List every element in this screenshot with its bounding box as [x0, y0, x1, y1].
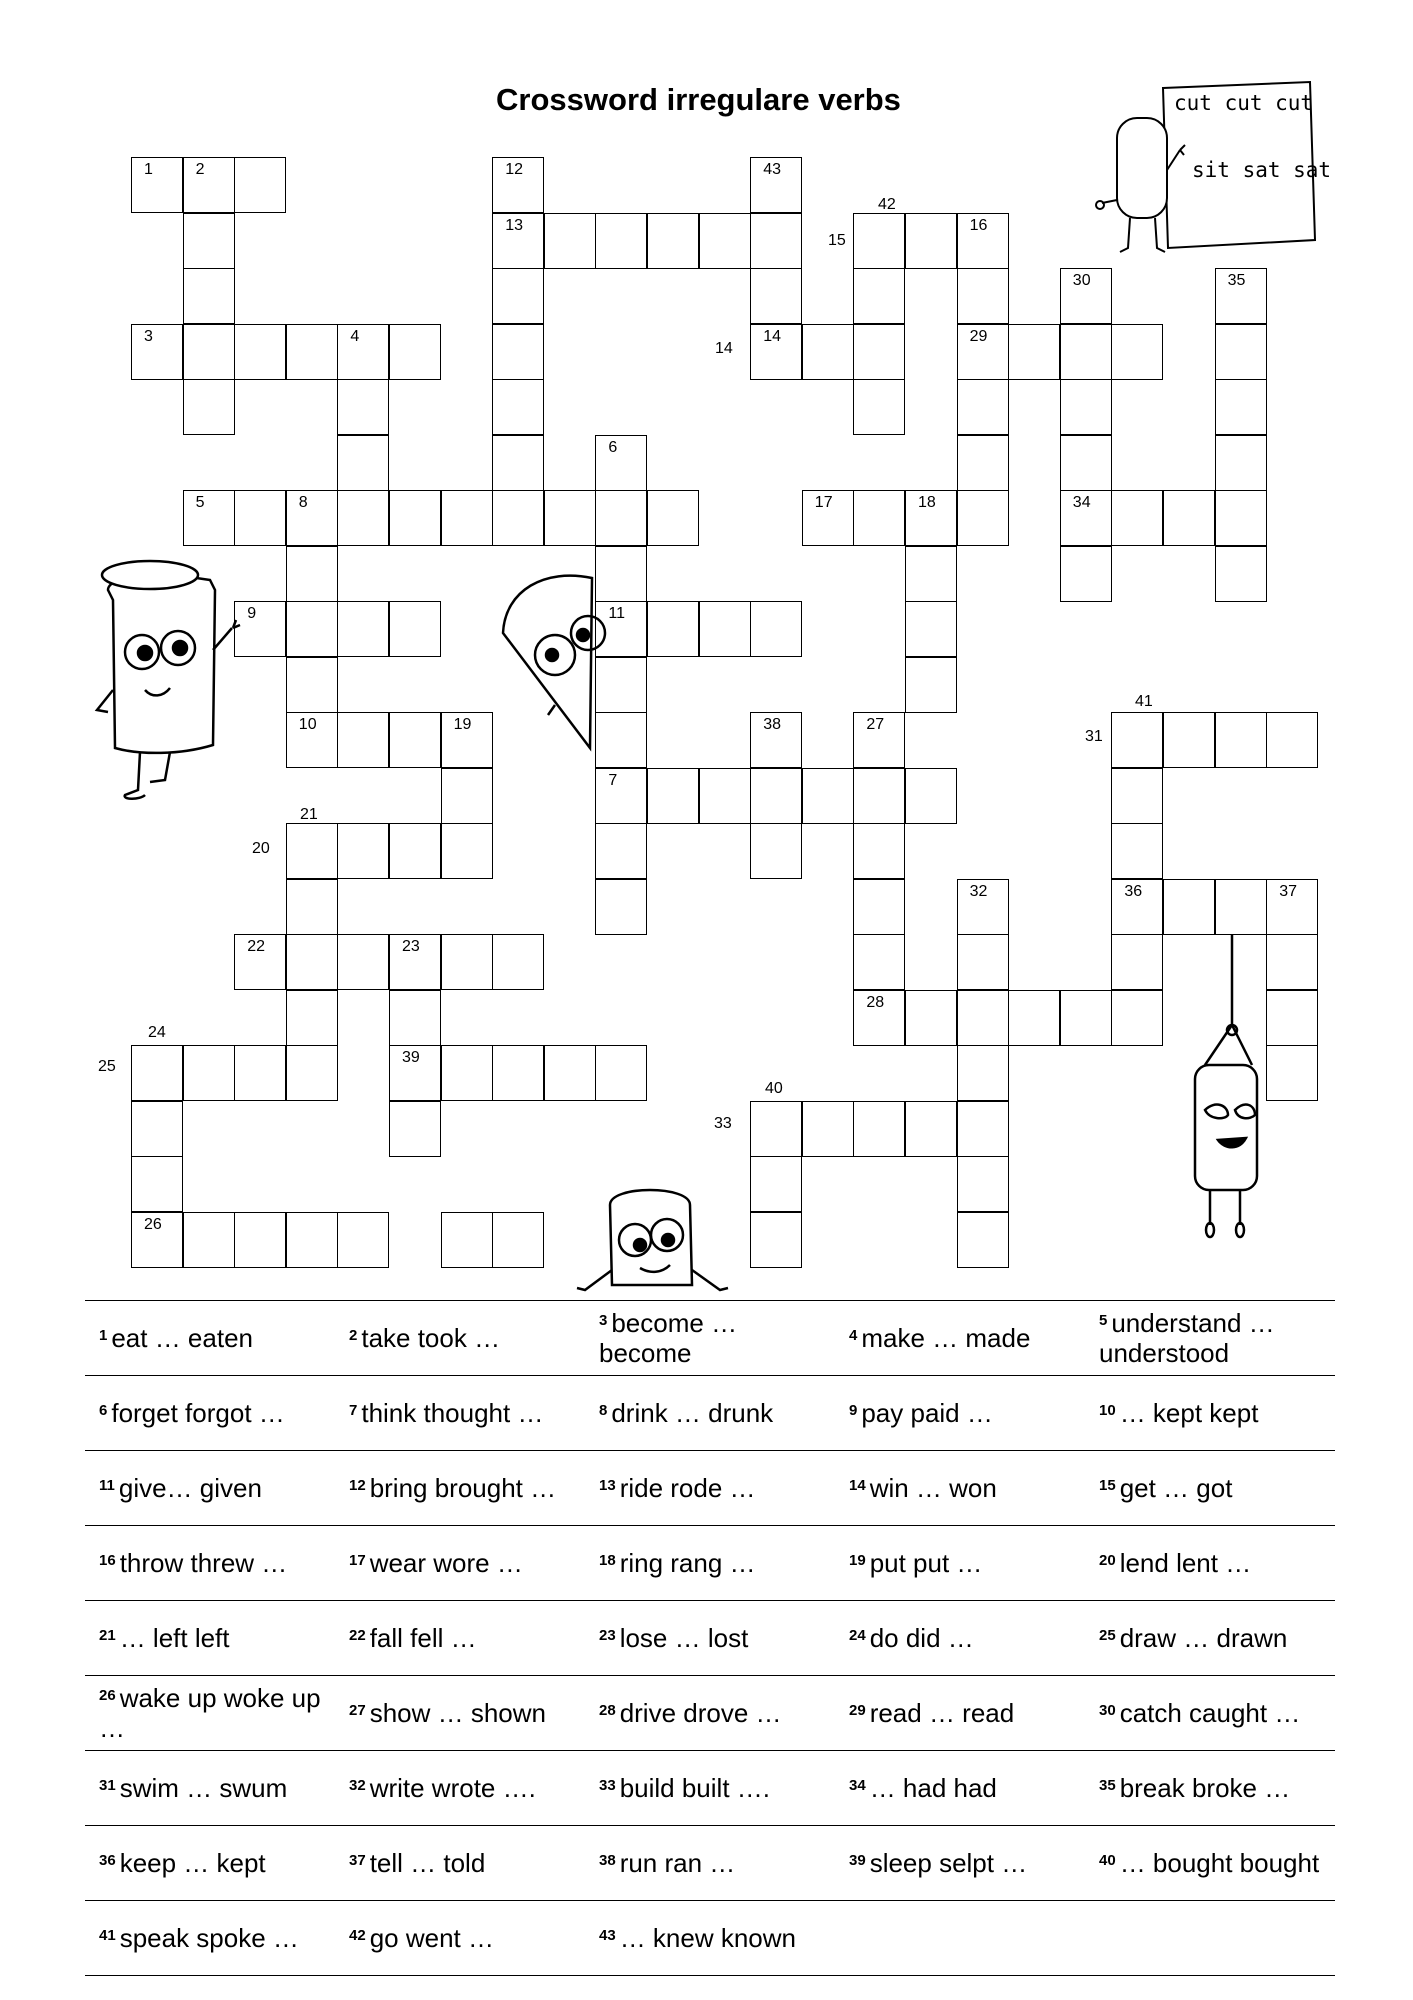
clue-cell — [335, 1376, 585, 1451]
clue-text: build built …. — [619, 1773, 770, 1803]
clue-number: 17 — [349, 1552, 366, 1569]
clue-cell — [335, 1451, 585, 1526]
clue-cell — [335, 1826, 585, 1901]
clue-cell — [585, 1751, 835, 1826]
cell-number: 34 — [1072, 494, 1091, 511]
clue-cell — [335, 1601, 585, 1676]
clue-text: break broke … — [1119, 1773, 1291, 1803]
clue-number: 28 — [599, 1702, 616, 1719]
clue-cell — [335, 1676, 585, 1751]
clue-cell — [1085, 1451, 1335, 1526]
clue-number: 7 — [349, 1402, 358, 1419]
clue-number: 33 — [599, 1777, 616, 1794]
clue-cell — [1085, 1901, 1335, 1976]
clue-cell — [85, 1526, 335, 1601]
clue-number: 24 — [849, 1627, 866, 1644]
clue-number: 38 — [599, 1852, 616, 1869]
clue-row — [85, 1451, 1335, 1526]
clue-number-label: 25 — [98, 1058, 116, 1075]
cell-number: 6 — [608, 438, 618, 456]
bottom-character-icon — [577, 1190, 728, 1290]
clue-text: give… given — [118, 1473, 262, 1503]
clue-number: 3 — [599, 1312, 608, 1329]
cell-number: 22 — [247, 938, 265, 955]
clue-text: drink … drunk — [611, 1398, 774, 1428]
cell-number: 16 — [969, 216, 988, 234]
clue-text: … bought bought — [1119, 1848, 1320, 1878]
clue-number: 20 — [1099, 1552, 1116, 1569]
clue-cell — [835, 1826, 1085, 1901]
clue-row — [85, 1301, 1335, 1376]
clue-cell — [85, 1601, 335, 1676]
clue-text: do did … — [869, 1623, 974, 1653]
cell-number: 19 — [453, 716, 472, 733]
hanging-character-icon — [1195, 935, 1257, 1237]
clue-number-label: 31 — [1085, 728, 1103, 745]
clue-cell — [585, 1301, 835, 1376]
cell-number: 11 — [608, 605, 625, 622]
clue-cell — [585, 1826, 835, 1901]
clue-cell — [835, 1901, 1085, 1976]
clue-cell — [1085, 1376, 1335, 1451]
clue-number: 16 — [99, 1552, 116, 1569]
clue-number: 18 — [599, 1552, 616, 1569]
clue-cell — [335, 1751, 585, 1826]
clue-cell — [1085, 1526, 1335, 1601]
clue-number-label: 41 — [1135, 693, 1153, 710]
clue-text: understand … understood — [1099, 1308, 1275, 1368]
clue-cell — [85, 1451, 335, 1526]
clue-number: 40 — [1099, 1852, 1116, 1869]
clue-cell — [585, 1901, 835, 1976]
clue-number: 25 — [1099, 1627, 1116, 1644]
cell-number: 9 — [247, 605, 257, 622]
clue-number: 35 — [1099, 1777, 1116, 1794]
clue-cell — [85, 1826, 335, 1901]
clue-text: ring rang … — [619, 1548, 756, 1578]
clue-row — [85, 1376, 1335, 1451]
clue-cell — [585, 1676, 835, 1751]
clue-cell — [335, 1901, 585, 1976]
cell-number: 7 — [608, 771, 618, 789]
clue-cell — [1085, 1301, 1335, 1376]
clue-row — [85, 1601, 1335, 1676]
clue-number: 12 — [349, 1477, 366, 1494]
clue-number: 8 — [599, 1402, 608, 1419]
clue-number: 34 — [849, 1777, 866, 1794]
clue-number: 13 — [599, 1477, 616, 1494]
clue-number: 32 — [349, 1777, 366, 1794]
cell-number: 3 — [144, 327, 153, 345]
sign-line-2: sit sat sat — [1192, 158, 1332, 182]
clue-row — [85, 1901, 1335, 1976]
clue-cell — [1085, 1676, 1335, 1751]
clue-number: 42 — [349, 1927, 366, 1944]
clue-table — [85, 1300, 1335, 1976]
cell-number: 28 — [866, 993, 885, 1011]
cell-number: 36 — [1124, 882, 1143, 900]
cell-number: 38 — [763, 716, 781, 733]
cell-number: 4 — [350, 327, 360, 345]
clue-text: keep … kept — [119, 1848, 266, 1878]
clue-number-label: 20 — [252, 840, 270, 857]
clue-number: 10 — [1099, 1402, 1116, 1419]
clue-number: 9 — [849, 1402, 858, 1419]
clue-cell — [585, 1376, 835, 1451]
clue-text: bring brought … — [369, 1473, 557, 1503]
clue-text: show … shown — [369, 1698, 546, 1728]
clue-number-label: 15 — [828, 232, 846, 249]
clue-cell — [835, 1601, 1085, 1676]
clue-text: eat … eaten — [111, 1323, 253, 1353]
clue-number-label: 21 — [300, 806, 318, 823]
clue-number: 36 — [99, 1852, 116, 1869]
cell-number: 5 — [195, 494, 205, 511]
clue-cell — [585, 1601, 835, 1676]
clue-row — [85, 1751, 1335, 1826]
clue-number: 2 — [349, 1327, 358, 1344]
clue-text: take took … — [361, 1323, 501, 1353]
clue-text: write wrote …. — [369, 1773, 536, 1803]
clue-text: wear wore … — [369, 1548, 523, 1578]
clue-number: 19 — [849, 1552, 866, 1569]
clue-number: 41 — [99, 1927, 116, 1944]
clue-text: tell … told — [369, 1848, 486, 1878]
clue-row — [85, 1826, 1335, 1901]
clue-cell — [335, 1526, 585, 1601]
clue-cell — [835, 1751, 1085, 1826]
cell-number: 17 — [814, 494, 833, 511]
page-title: Crossword irregulare verbs — [496, 82, 901, 117]
clue-text: … had had — [869, 1773, 997, 1803]
clue-cell — [85, 1751, 335, 1826]
clue-cell — [85, 1376, 335, 1451]
clue-number: 26 — [99, 1687, 116, 1704]
clue-number: 14 — [849, 1477, 866, 1494]
clue-cell — [585, 1526, 835, 1601]
clue-text: sleep selpt … — [869, 1848, 1028, 1878]
clue-text: put put … — [869, 1548, 983, 1578]
sign-line-1: cut cut cut — [1174, 91, 1314, 115]
clue-text: lend lent … — [1119, 1548, 1252, 1578]
clue-text: fall fell … — [369, 1623, 477, 1653]
clue-cell — [85, 1676, 335, 1751]
clue-text: get … got — [1119, 1473, 1233, 1503]
clue-cell — [85, 1901, 335, 1976]
waving-character-icon — [97, 561, 240, 799]
clue-number: 39 — [849, 1852, 866, 1869]
clue-number-label: 42 — [878, 196, 896, 213]
clue-number-label: 33 — [714, 1115, 732, 1132]
clue-text: ride rode … — [619, 1473, 756, 1503]
cell-number: 10 — [298, 716, 317, 733]
cell-number: 37 — [1279, 882, 1297, 900]
cell-number: 27 — [866, 716, 885, 733]
clue-cell — [835, 1451, 1085, 1526]
clue-text: speak spoke … — [119, 1923, 299, 1953]
clue-number: 1 — [99, 1327, 108, 1344]
clue-cell — [1085, 1751, 1335, 1826]
clue-number: 6 — [99, 1402, 108, 1419]
cell-number: 1 — [144, 161, 153, 178]
clue-text: run ran … — [619, 1848, 736, 1878]
clue-text: catch caught … — [1119, 1698, 1301, 1728]
cell-number: 32 — [969, 882, 988, 900]
clue-number: 27 — [349, 1702, 366, 1719]
clue-number: 31 — [99, 1777, 116, 1794]
cell-number: 14 — [763, 327, 781, 345]
clue-number: 11 — [99, 1477, 115, 1494]
cell-number: 29 — [969, 327, 988, 345]
clue-text: … kept kept — [1119, 1398, 1259, 1428]
clue-cell — [835, 1301, 1085, 1376]
clue-cell — [835, 1526, 1085, 1601]
peeking-character-icon — [503, 576, 605, 748]
clue-number-label: 24 — [148, 1024, 166, 1041]
clue-text: throw threw … — [119, 1548, 288, 1578]
clue-number: 15 — [1099, 1477, 1116, 1494]
clue-text: wake up woke up … — [99, 1683, 321, 1743]
clue-cell — [835, 1676, 1085, 1751]
clue-text: draw … drawn — [1119, 1623, 1288, 1653]
clue-number: 30 — [1099, 1702, 1116, 1719]
cell-number: 13 — [505, 216, 523, 234]
clue-number-label: 40 — [765, 1080, 783, 1097]
clue-text: think thought … — [361, 1398, 544, 1428]
clue-text: … knew known — [619, 1923, 796, 1953]
cell-number: 30 — [1072, 272, 1091, 289]
clue-cell — [585, 1451, 835, 1526]
clue-text: become … become — [599, 1308, 738, 1368]
clue-cell — [1085, 1826, 1335, 1901]
clue-cell — [835, 1376, 1085, 1451]
clue-text: forget forgot … — [111, 1398, 285, 1428]
clue-text: drive drove … — [619, 1698, 782, 1728]
cell-number: 2 — [195, 161, 205, 178]
cell-number: 26 — [144, 1215, 162, 1233]
cell-number: 35 — [1227, 272, 1246, 289]
clue-number: 4 — [849, 1327, 858, 1344]
clue-number: 21 — [99, 1627, 116, 1644]
cell-number: 12 — [505, 161, 523, 178]
cell-number: 18 — [918, 494, 936, 511]
clue-text: make … made — [861, 1323, 1031, 1353]
cell-number: 8 — [298, 494, 308, 511]
clue-cell — [335, 1301, 585, 1376]
clue-text: pay paid … — [861, 1398, 993, 1428]
clue-number: 22 — [349, 1627, 366, 1644]
clue-number: 43 — [599, 1927, 616, 1944]
clue-row — [85, 1676, 1335, 1751]
clue-text: … left left — [119, 1623, 230, 1653]
cell-number: 39 — [402, 1049, 420, 1066]
clue-text: win … won — [869, 1473, 997, 1503]
clue-text: go went … — [369, 1923, 494, 1953]
clue-text: swim … swum — [119, 1773, 288, 1803]
clue-number: 29 — [849, 1702, 866, 1719]
clue-number: 23 — [599, 1627, 616, 1644]
clue-cell — [1085, 1601, 1335, 1676]
clue-text: lose … lost — [619, 1623, 749, 1653]
clue-number: 37 — [349, 1852, 366, 1869]
clue-text: read … read — [869, 1698, 1015, 1728]
clue-cell — [85, 1301, 335, 1376]
clue-row — [85, 1526, 1335, 1601]
cell-number: 23 — [402, 938, 420, 955]
clue-number-label: 14 — [715, 340, 733, 357]
cell-number: 43 — [763, 161, 781, 178]
clue-number: 5 — [1099, 1312, 1108, 1329]
